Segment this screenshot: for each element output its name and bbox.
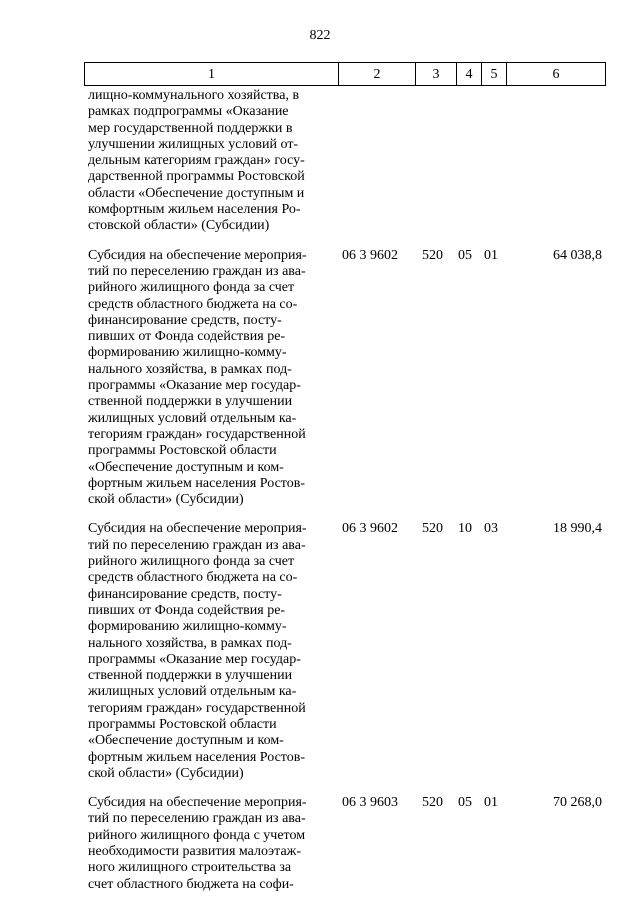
table-header <box>84 62 606 86</box>
table-row <box>84 521 606 782</box>
row-amount: 64 038,8 <box>553 247 602 263</box>
header-col-2: 2 <box>338 62 415 86</box>
row-section: 10 <box>458 521 472 537</box>
row-target-code: 06 3 9602 <box>342 247 398 263</box>
row-subsection: 01 <box>484 247 498 263</box>
row-description: лищно-коммунального хозяйства, в рамках подпрограммы «Оказание мер государственной поддержки в улучшении жилищных условий от- дельным категориям граждан» госу- дарственной программы Ростовской области «Обеспечение доступным и комфортным жильем населения Ро- стовской области» (Субсидии) <box>88 88 305 234</box>
table-body <box>84 88 606 893</box>
header-col-3: 3 <box>415 62 456 86</box>
row-target-code: 06 3 9603 <box>342 795 398 811</box>
row-section: 05 <box>458 795 472 811</box>
page-number: 822 <box>309 28 331 43</box>
header-col-1: 1 <box>84 62 338 86</box>
row-description: Субсидия на обеспечение мероприя- тий по переселению граждан из ава- рийного жилищного фонда с учетом необходимости развития малоэтаж- ного жилищного строительства за счет областного бюджета на софи- <box>88 795 307 892</box>
row-description: Субсидия на обеспечение мероприя- тий по переселению граждан из ава- рийного жилищного фонда за счет средств областного бюджета на со- финансирование средств, посту- пивших от Фонда содействия ре- формированию жилищно-комму- нального хозяйства, в рамках под- программы «Оказание мер государ- ственной поддержки в улучшении жилищных условий отдельным ка- тегориям граждан» государственной программы Ростовской области «Обеспечение доступным и ком- фортным жильем населения Ростов- ской области» (Субсидии) <box>88 247 307 508</box>
row-target-code: 06 3 9602 <box>342 521 398 537</box>
row-section: 05 <box>458 247 472 263</box>
row-subsection: 01 <box>484 795 498 811</box>
row-expense-type: 520 <box>422 247 443 263</box>
row-amount: 18 990,4 <box>553 521 602 537</box>
row-expense-type: 520 <box>422 521 443 537</box>
row-expense-type: 520 <box>422 795 443 811</box>
row-subsection: 03 <box>484 521 498 537</box>
header-col-6: 6 <box>506 62 606 86</box>
header-col-4: 4 <box>456 62 481 86</box>
header-col-5: 5 <box>481 62 506 86</box>
row-description: Субсидия на обеспечение мероприя- тий по переселению граждан из ава- рийного жилищного фонда за счет средств областного бюджета на со- финансирование средств, посту- пивших от Фонда содействия ре- формированию жилищно-комму- нального хозяйства, в рамках под- программы «Оказание мер государ- ственной поддержки в улучшении жилищных условий отдельным ка- тегориям граждан» государственной программы Ростовской области «Обеспечение доступным и ком- фортным жильем населения Ростов- ской области» (Субсидии) <box>88 521 307 781</box>
table-row <box>84 88 606 235</box>
table-row <box>84 248 606 509</box>
table-row <box>84 795 606 893</box>
row-amount: 70 268,0 <box>553 795 602 811</box>
